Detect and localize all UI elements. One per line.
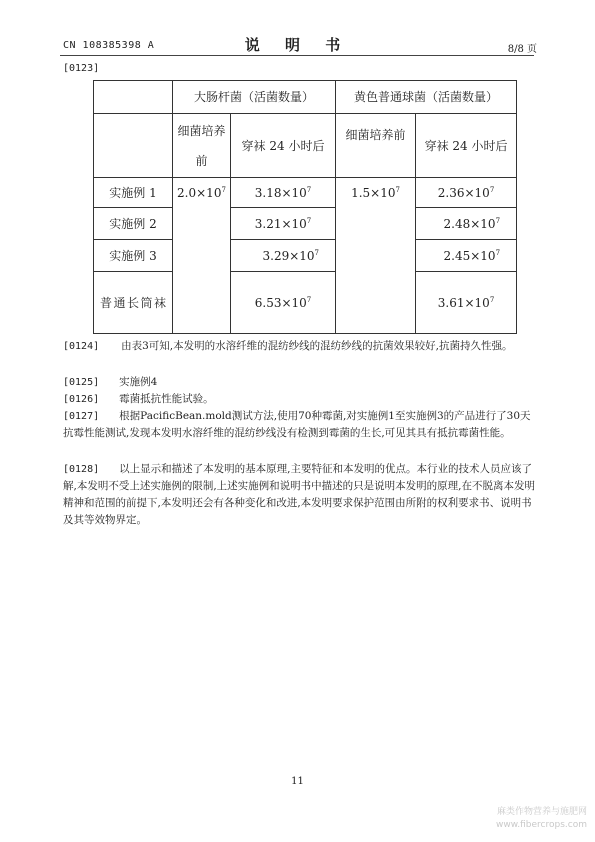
patent-number: CN 108385398 A bbox=[63, 40, 155, 51]
paragraph-0125 bbox=[63, 374, 535, 391]
paragraph-text: 霉菌抵抗性能试验。 bbox=[119, 393, 214, 405]
subheader-staph-before: 细菌培养前 bbox=[336, 114, 416, 178]
paragraph-tag: [0126] bbox=[63, 394, 100, 405]
ecoli-after-value: $3.18\times 10^7$ bbox=[231, 178, 336, 208]
subheader-ecoli-after: 穿袜 24 小时后 bbox=[231, 114, 336, 178]
watermark bbox=[496, 806, 587, 832]
paragraph-tag: [0128] bbox=[63, 464, 100, 475]
paragraph-0126 bbox=[63, 391, 535, 408]
header-staph: 黄色普通球菌（活菌数量） bbox=[336, 81, 517, 114]
row-label: 普通长筒袜 bbox=[94, 272, 173, 334]
staph-after-value: $3.61\times 10^7$ bbox=[416, 272, 517, 334]
staph-after-value: $2.36\times 10^7$ bbox=[416, 178, 517, 208]
row-label: 实施例 3 bbox=[94, 240, 173, 272]
paragraph-text: 根据PacificBean.mold测试方法,使用70种霉菌,对实施例1至实施例3的产品进行了30天抗霉性能测试,发现本发明水溶纤维的混纺纱线没有检测到霉菌的生长,可见其具有抵抗霉菌性能。 bbox=[63, 410, 531, 439]
header-divider bbox=[60, 55, 534, 56]
table-corner-cell bbox=[94, 81, 173, 114]
row-label: 实施例 2 bbox=[94, 208, 173, 240]
staph-before-value: $1.5\times 10^7$ bbox=[336, 178, 416, 334]
page-number: 11 bbox=[291, 776, 304, 787]
paragraph-0124 bbox=[63, 338, 593, 355]
header-ecoli: 大肠杆菌（活菌数量） bbox=[173, 81, 336, 114]
paragraph-tag: [0127] bbox=[63, 411, 100, 422]
subheader-ecoli-before: 细菌培养前 bbox=[173, 114, 231, 178]
paragraph-0128 bbox=[63, 461, 535, 529]
table-empty-cell bbox=[94, 114, 173, 178]
staph-after-value: $2.48\times 10^7$ bbox=[416, 208, 517, 240]
paragraph-0127 bbox=[63, 408, 535, 442]
row-label: 实施例 1 bbox=[94, 178, 173, 208]
ecoli-after-value: $6.53\times 10^7$ bbox=[231, 272, 336, 334]
paragraph-text: 以上显示和描述了本发明的基本原理,主要特征和本发明的优点。本行业的技术人员应该了解,本发明不受上述实施例的限制,上述实施例和说明书中描述的只是说明本发明的原理,在不脱离本发明精神和范围的前提下,本发明还会有各种变化和改进,本发明要求保护范围由所附的权利要求书、说明书及其等效物界定。 bbox=[63, 463, 536, 526]
subheader-staph-after: 穿袜 24 小时后 bbox=[416, 114, 517, 178]
paragraph-tag: [0125] bbox=[63, 377, 100, 388]
ecoli-after-value: $3.21\times 10^7$ bbox=[231, 208, 336, 240]
document-title: 说 明 书 bbox=[244, 36, 351, 54]
watermark-line-2: www.fibercrops.com bbox=[496, 820, 587, 830]
staph-after-value: $2.45\times 10^7$ bbox=[416, 240, 517, 272]
watermark-line-1: 麻类作物营养与施肥网 bbox=[496, 807, 587, 817]
ecoli-before-value: $2.0\times 10^7$ bbox=[173, 178, 231, 334]
ecoli-after-value: $3.29\times 10^7$ bbox=[231, 240, 336, 272]
page-indicator: 8/8 页 bbox=[507, 44, 537, 55]
paragraph-text: 实施例4 bbox=[119, 376, 158, 388]
antibacterial-results-table bbox=[93, 80, 517, 334]
paragraph-text: 由表3可知,本发明的水溶纤维的混纺纱线的混纺纱线的抗菌效果较好,抗菌持久性强。 bbox=[121, 340, 513, 352]
paragraph-tag: [0124] bbox=[63, 341, 100, 352]
table-paragraph-tag: [0123] bbox=[63, 63, 100, 74]
